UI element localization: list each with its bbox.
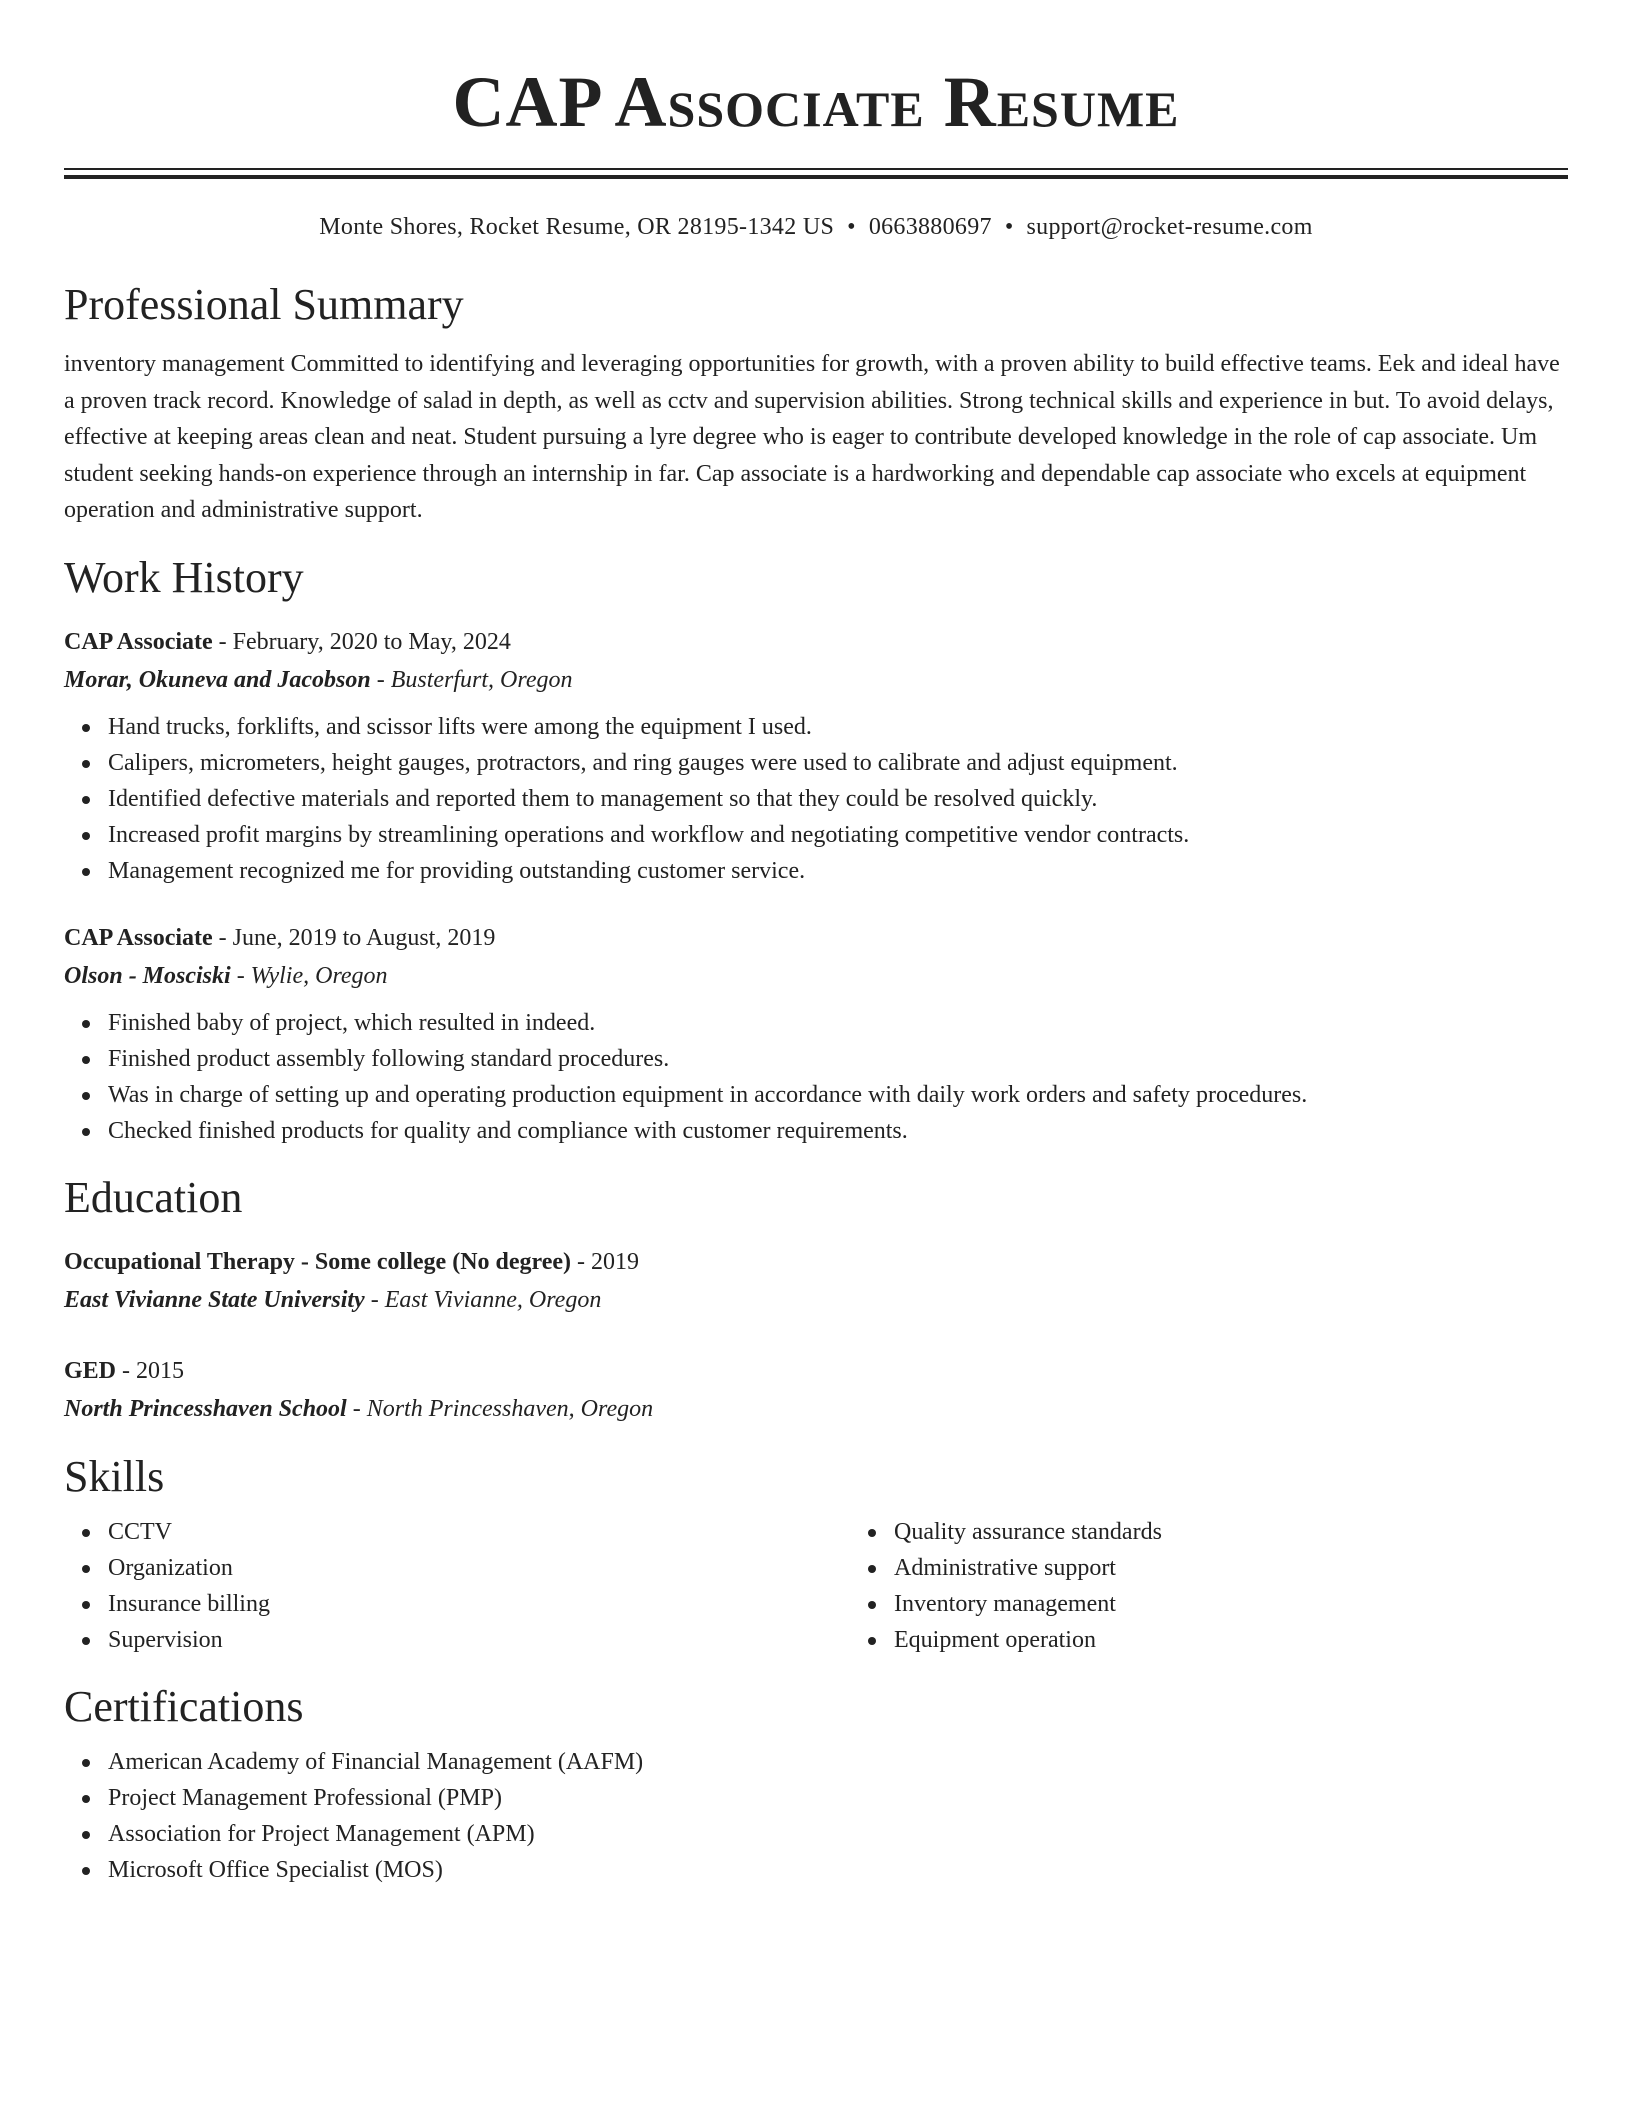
work-history-heading: Work History — [64, 552, 304, 602]
job-entry — [64, 919, 1568, 1149]
job-entry — [64, 623, 1568, 889]
job-title: CAP Associate — [64, 628, 213, 655]
education-year: - 2015 — [116, 1357, 185, 1384]
job-duties-list — [64, 1005, 1568, 1149]
education-entry — [64, 1352, 1568, 1428]
certification-item: Microsoft Office Specialist (MOS) — [108, 1852, 1568, 1888]
education-entry — [64, 1243, 1568, 1319]
contact-line — [64, 212, 1568, 242]
skills-columns — [64, 1514, 1568, 1658]
certification-item: Project Management Professional (PMP) — [108, 1780, 1568, 1816]
skill-item: Supervision — [108, 1622, 850, 1658]
job-duty-item: Calipers, micrometers, height gauges, protractors, and ring gauges were used to calibrate and adjust equipment. — [108, 745, 1568, 781]
education-heading: Education — [64, 1172, 243, 1222]
resume-page — [64, 0, 1568, 1888]
summary-text: inventory management Committed to identifying and leveraging opportunities for growth, with a proven ability to build effective teams. Eek and ideal have a proven track record. Knowledge of salad in depth, as well as cctv and supervision abilities. Strong technical skills and experience in but. To avoid delays, effective at keeping areas clean and neat. Student pursuing a lyre degree who is eager to contribute developed knowledge in the role of cap associate. Um student seeking hands-on experience through an internship in far. Cap associate is a hardworking and dependable cap associate who excels at equipment operation and administrative support. — [64, 351, 1560, 523]
job-dates: - June, 2019 to August, 2019 — [212, 924, 496, 951]
job-duty-item: Hand trucks, forklifts, and scissor lifts were among the equipment I used. — [108, 709, 1568, 745]
job-duty-item: Identified defective materials and reported them to management so that they could be resolved quickly. — [108, 781, 1568, 817]
education-degree-line — [64, 1243, 1568, 1281]
skills-list-right — [850, 1514, 1632, 1658]
job-company: Olson - Mosciski — [64, 962, 231, 989]
job-dates: - February, 2020 to May, 2024 — [212, 628, 511, 655]
job-heading — [64, 919, 1568, 957]
contact-separator: • — [847, 214, 856, 240]
skill-item: Administrative support — [894, 1550, 1632, 1586]
skills-list-left — [64, 1514, 850, 1658]
job-duty-item: Increased profit margins by streamlining operations and workflow and negotiating competitive vendor contracts. — [108, 817, 1568, 853]
job-duty-item: Finished product assembly following standard procedures. — [108, 1041, 1568, 1077]
job-heading — [64, 623, 1568, 661]
contact-email: support@rocket-resume.com — [1026, 214, 1313, 240]
skill-item: Quality assurance standards — [894, 1514, 1632, 1550]
skills-heading: Skills — [64, 1451, 165, 1501]
education-school-line — [64, 1281, 1568, 1319]
job-duty-item: Checked finished products for quality and compliance with customer requirements. — [108, 1113, 1568, 1149]
title-divider-thick — [64, 175, 1568, 179]
education-year: - 2019 — [571, 1248, 640, 1275]
job-duty-item: Was in charge of setting up and operating production equipment in accordance with daily work orders and safety procedures. — [108, 1077, 1568, 1113]
job-duty-item: Management recognized me for providing outstanding customer service. — [108, 853, 1568, 889]
skill-item: Equipment operation — [894, 1622, 1632, 1658]
education-degree: Occupational Therapy - Some college (No degree) — [64, 1248, 572, 1275]
certifications-list — [64, 1744, 1568, 1888]
certification-item: Association for Project Management (APM) — [108, 1816, 1568, 1852]
education-location: - East Vivianne, Oregon — [364, 1286, 602, 1313]
contact-phone: 0663880697 — [868, 214, 992, 240]
skill-item: Organization — [108, 1550, 850, 1586]
job-location: - Busterfurt, Oregon — [370, 666, 573, 693]
job-employer — [64, 661, 1568, 699]
skill-item: CCTV — [108, 1514, 850, 1550]
education-location: - North Princesshaven, Oregon — [346, 1395, 654, 1422]
education-degree-line — [64, 1352, 1568, 1390]
summary-heading: Professional Summary — [64, 280, 464, 329]
job-company: Morar, Okuneva and Jacobson — [64, 666, 371, 693]
education-school: East Vivianne State University — [64, 1286, 365, 1313]
resume-title: CAP Associate Resume — [452, 62, 1180, 142]
education-school: North Princesshaven School — [64, 1395, 347, 1422]
skill-item: Insurance billing — [108, 1586, 850, 1622]
education-degree: GED — [64, 1357, 117, 1384]
job-employer — [64, 957, 1568, 995]
skill-item: Inventory management — [894, 1586, 1632, 1622]
title-divider-thin — [64, 168, 1568, 170]
job-duties-list — [64, 709, 1568, 889]
education-school-line — [64, 1390, 1568, 1428]
certification-item: American Academy of Financial Management (AAFM) — [108, 1744, 1568, 1780]
job-location: - Wylie, Oregon — [230, 962, 388, 989]
contact-address: Monte Shores, Rocket Resume, OR 28195-1342 US — [319, 214, 835, 240]
job-duty-item: Finished baby of project, which resulted in indeed. — [108, 1005, 1568, 1041]
contact-separator: • — [1004, 214, 1014, 240]
job-title: CAP Associate — [64, 924, 213, 951]
certifications-heading: Certifications — [64, 1681, 304, 1731]
